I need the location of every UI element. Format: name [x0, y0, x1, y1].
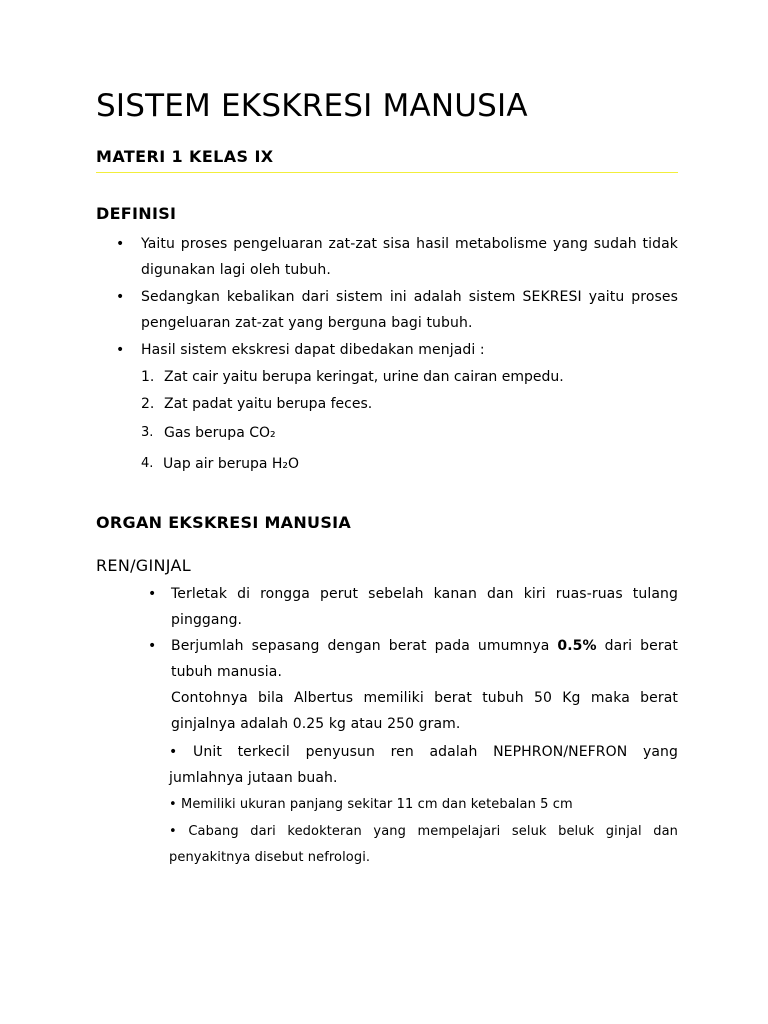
bullet-marker: •	[116, 342, 125, 358]
page-title: SISTEM EKSKRESI MANUSIA	[96, 88, 528, 124]
bullet-marker: •	[116, 289, 125, 305]
list-number: 4.	[141, 456, 154, 471]
bullet-marker: •	[169, 797, 177, 812]
ren-bullet-nephron	[169, 739, 678, 791]
definisi-bullet-2: Sedangkan kebalikan dari sistem ini adalah sistem SEKRESI yaitu proses pengeluaran zat-zat yang berguna bagi tubuh.	[141, 289, 678, 331]
list-item-text: Zat cair yaitu berupa keringat, urine dan cairan empedu.	[164, 369, 564, 385]
definisi-bullet-3: Hasil sistem ekskresi dapat dibedakan menjadi :	[141, 342, 485, 358]
list-number: 3.	[141, 425, 154, 440]
ren-bullet-weight	[171, 633, 678, 685]
bullet-marker: •	[169, 744, 178, 760]
weight-text-post: dari berat tubuh manusia.	[171, 638, 678, 680]
title-underline	[96, 172, 678, 173]
list-item-text: Gas berupa CO₂	[164, 425, 276, 441]
ren-bullet-size	[169, 792, 573, 818]
definisi-bullet-1: Yaitu proses pengeluaran zat-zat sisa hasil metabolisme yang sudah tidak digunakan lagi oleh tubuh.	[141, 236, 678, 278]
bullet-marker: •	[148, 638, 157, 654]
weight-text-pre: Berjumlah sepasang dengan berat pada umumnya	[171, 638, 558, 654]
organ-heading: ORGAN EKSKRESI MANUSIA	[96, 513, 352, 532]
bullet-marker: •	[148, 586, 157, 602]
list-number: 2.	[141, 396, 155, 412]
list-number: 1.	[141, 369, 155, 385]
nephron-text: Unit terkecil penyusun ren adalah NEPHRON/NEFRON yang jumlahnya jutaan buah.	[169, 744, 678, 786]
ren-bullet-nefrologi	[169, 819, 678, 871]
list-item-text: Uap air berupa H₂O	[163, 456, 300, 472]
list-item-text: Zat padat yaitu berupa feces.	[164, 396, 373, 412]
bullet-marker: •	[116, 236, 125, 252]
definisi-heading: DEFINISI	[96, 204, 177, 223]
bullet-marker: •	[169, 824, 177, 839]
ren-bullet-location: Terletak di rongga perut sebelah kanan dan kiri ruas-ruas tulang pinggang.	[171, 586, 678, 628]
ren-weight-example: Contohnya bila Albertus memiliki berat tubuh 50 Kg maka berat ginjalnya adalah 0.25 kg atau 250 gram.	[171, 690, 678, 732]
size-text: Memiliki ukuran panjang sekitar 11 cm dan ketebalan 5 cm	[181, 797, 573, 812]
nefrologi-text: Cabang dari kedokteran yang mempelajari seluk beluk ginjal dan penyakitnya disebut nefrologi.	[169, 824, 679, 865]
ren-ginjal-subheading: REN/GINJAL	[96, 556, 191, 575]
page-subtitle: MATERI 1 KELAS IX	[96, 147, 274, 166]
weight-percent: 0.5%	[557, 638, 597, 654]
